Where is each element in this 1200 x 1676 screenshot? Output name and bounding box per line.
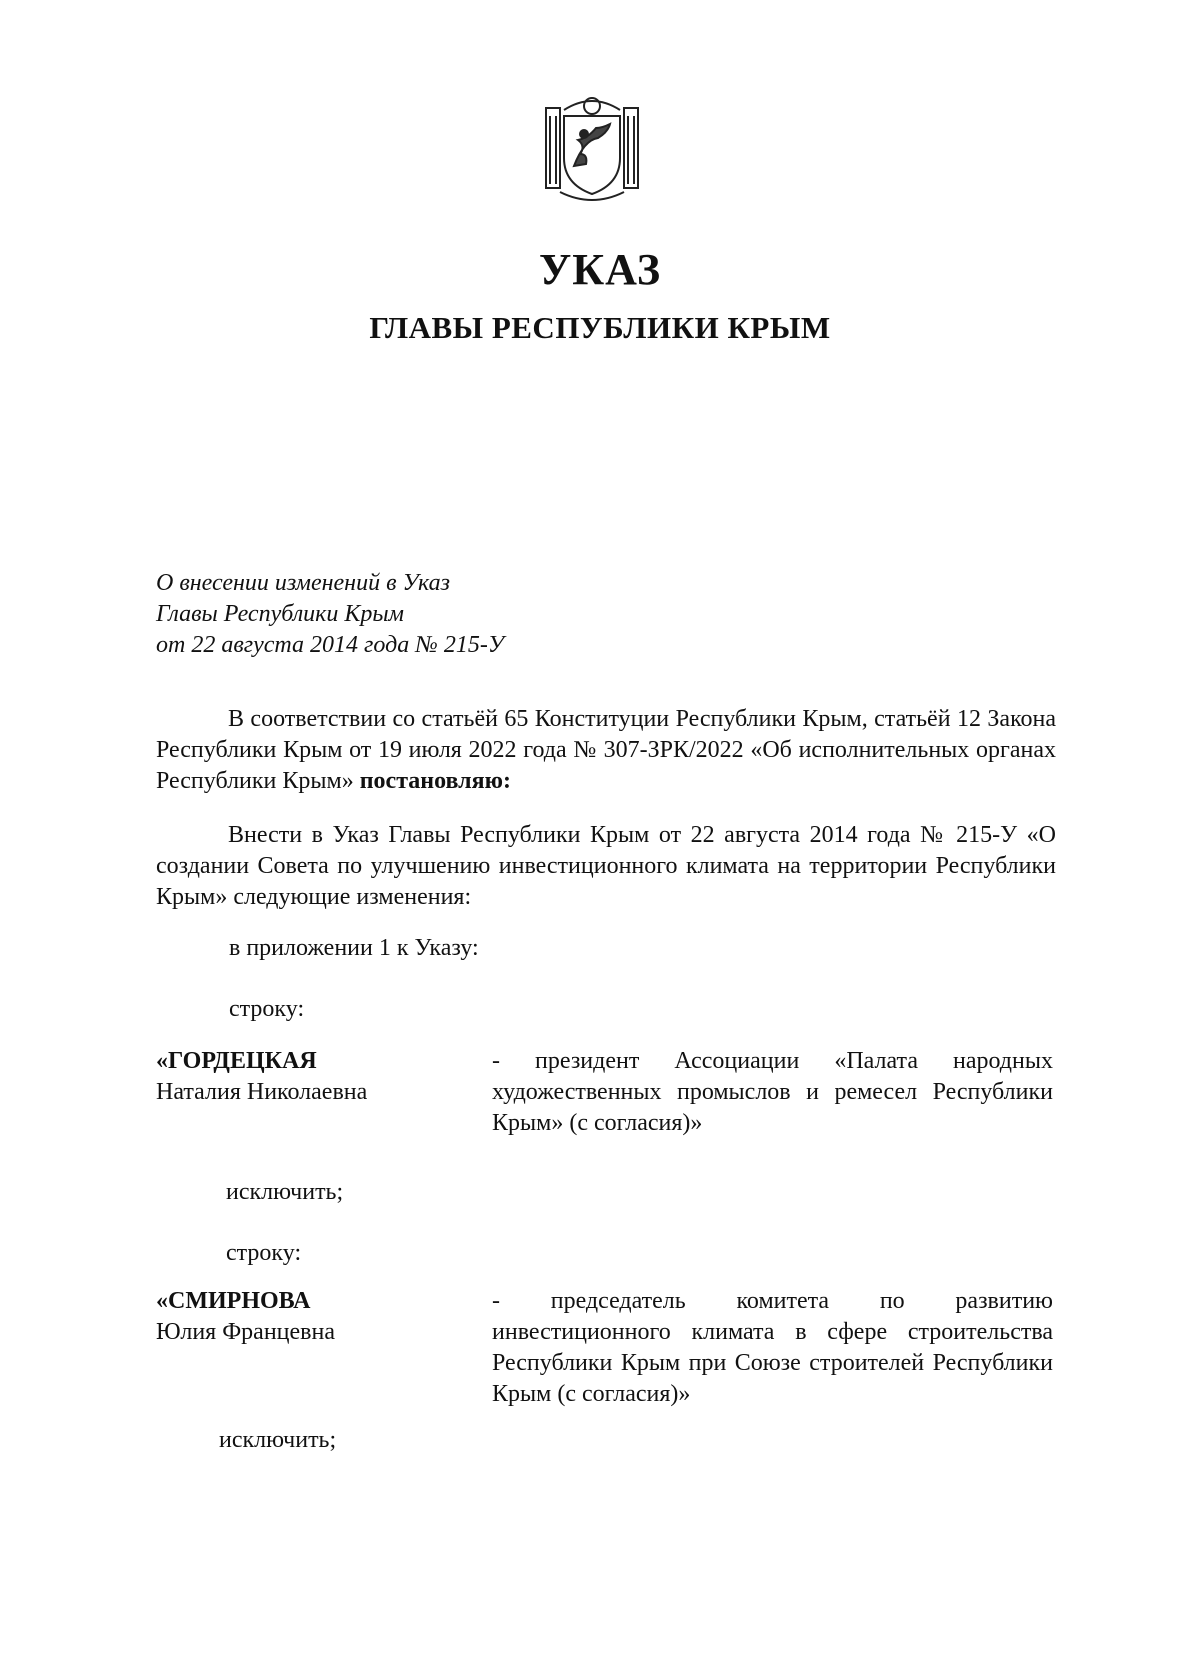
member-given-name: Юлия Францевна: [156, 1319, 335, 1345]
entry-lead: строку:: [226, 1240, 302, 1266]
subject-line: О внесении изменений в Указ: [156, 570, 451, 596]
entry-lead: строку:: [229, 996, 305, 1022]
entry-action: исключить;: [226, 1179, 344, 1205]
subject-line: Главы Республики Крым: [156, 601, 404, 627]
member-name: [156, 1046, 367, 1108]
document-subtitle: ГЛАВЫ РЕСПУБЛИКИ КРЫМ: [369, 310, 831, 345]
appendix-line: в приложении 1 к Указу:: [229, 935, 479, 961]
preamble-text: В соответствии со статьёй 65 Конституции Республики Крым, статьёй 12 Закона Республики Крым от 19 июля 2022 года № 307-ЗРК/2022 «Об исполнительных органах Республики Крым»: [156, 706, 1056, 794]
member-role: - президент Ассоциации «Палата народных художественных промыслов и ремесел Республики Крым» (с согласия)»: [492, 1048, 1053, 1136]
member-surname: «СМИРНОВА: [156, 1288, 311, 1314]
entry-action: исключить;: [219, 1427, 337, 1453]
member-role: - председатель комитета по развитию инвестиционного климата в сфере строительства Республики Крым при Союзе строителей Республики Крым (с согласия)»: [492, 1288, 1053, 1407]
decree-subject: [156, 568, 504, 661]
document-title: УКАЗ: [538, 245, 662, 294]
amendment-paragraph: Внести в Указ Главы Республики Крым от 22 августа 2014 года № 215-У «О создании Совета по улучшению инвестиционного климата на территории Республики Крым» следующие изменения:: [156, 822, 1056, 910]
subject-line: от 22 августа 2014 года № 215-У: [156, 632, 504, 658]
coat-of-arms-emblem: [540, 88, 644, 204]
decree-word: постановляю:: [359, 768, 511, 794]
preamble-paragraph: [156, 704, 1056, 797]
member-given-name: Наталия Николаевна: [156, 1079, 368, 1105]
member-name: [156, 1286, 335, 1348]
member-surname: «ГОРДЕЦКАЯ: [156, 1048, 317, 1074]
